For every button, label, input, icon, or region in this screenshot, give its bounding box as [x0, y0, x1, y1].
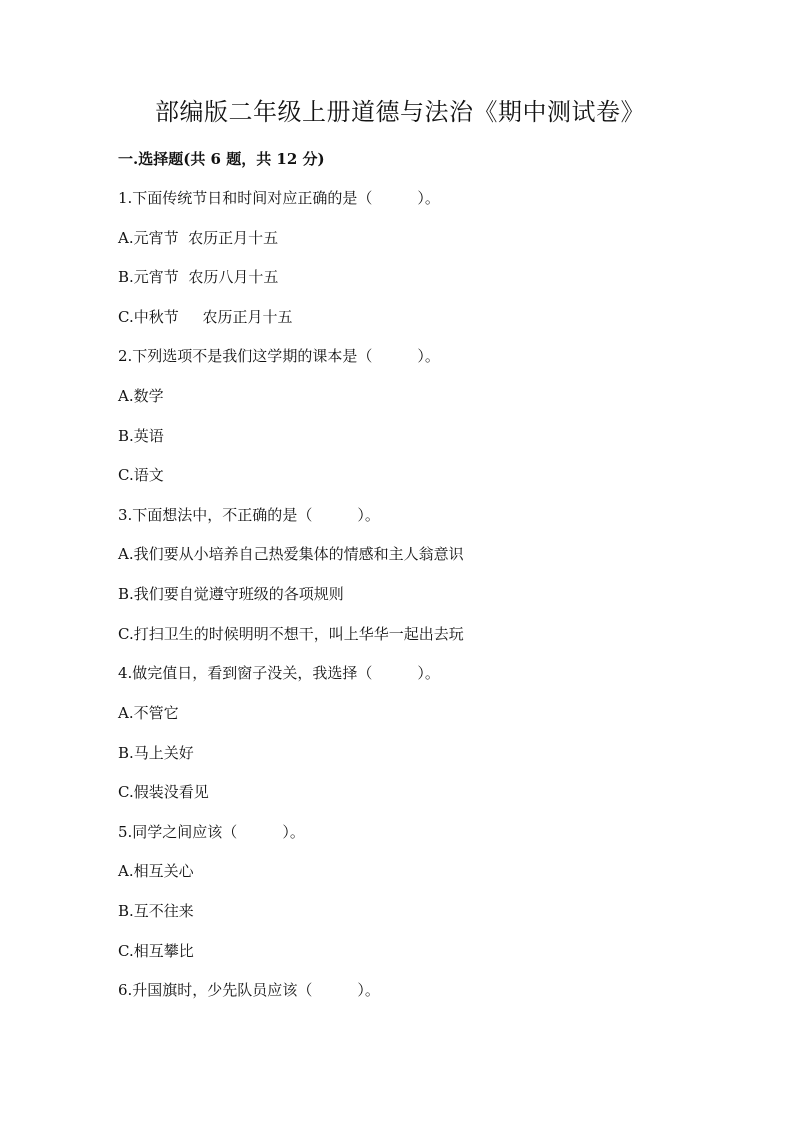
question-3-option-c: C.打扫卫生的时候明明不想干，叫上华华一起出去玩: [118, 625, 464, 643]
question-4-option-c: C.假装没看见: [118, 783, 209, 801]
question-4-option-b: B.马上关好: [118, 744, 194, 762]
question-2-option-a: A.数学: [118, 387, 164, 405]
question-1-option-a: A.元宵节 农历正月十五: [118, 229, 279, 247]
question-3-option-a: A.我们要从小培养自己热爱集体的情感和主人翁意识: [118, 545, 464, 563]
question-5-option-c: C.相互攀比: [118, 942, 194, 960]
question-stem-5: 5.同学之间应该（ ）。: [118, 823, 305, 841]
question-4-option-a: A.不管它: [118, 704, 179, 722]
question-stem-3: 3.下面想法中，不正确的是（ ）。: [118, 506, 380, 524]
page-title: 部编版二年级上册道德与法治《期中测试卷》: [155, 98, 645, 126]
question-2-option-c: C.语文: [118, 466, 164, 484]
section-header: 一.选择题(共 6 题，共 12 分): [118, 150, 325, 168]
question-3-option-b: B.我们要自觉遵守班级的各项规则: [118, 585, 344, 603]
question-1-option-b: B.元宵节 农历八月十五: [118, 268, 279, 286]
question-1-option-c: C.中秋节 农历正月十五: [118, 308, 293, 326]
question-5-option-b: B.互不往来: [118, 902, 194, 920]
question-stem-6: 6.升国旗时，少先队员应该（ ）。: [118, 981, 380, 999]
question-stem-1: 1.下面传统节日和时间对应正确的是（ ）。: [118, 189, 440, 207]
question-5-option-a: A.相互关心: [118, 862, 194, 880]
question-stem-4: 4.做完值日，看到窗子没关，我选择（ ）。: [118, 664, 440, 682]
question-2-option-b: B.英语: [118, 427, 164, 445]
question-stem-2: 2.下列选项不是我们这学期的课本是（ ）。: [118, 347, 440, 365]
